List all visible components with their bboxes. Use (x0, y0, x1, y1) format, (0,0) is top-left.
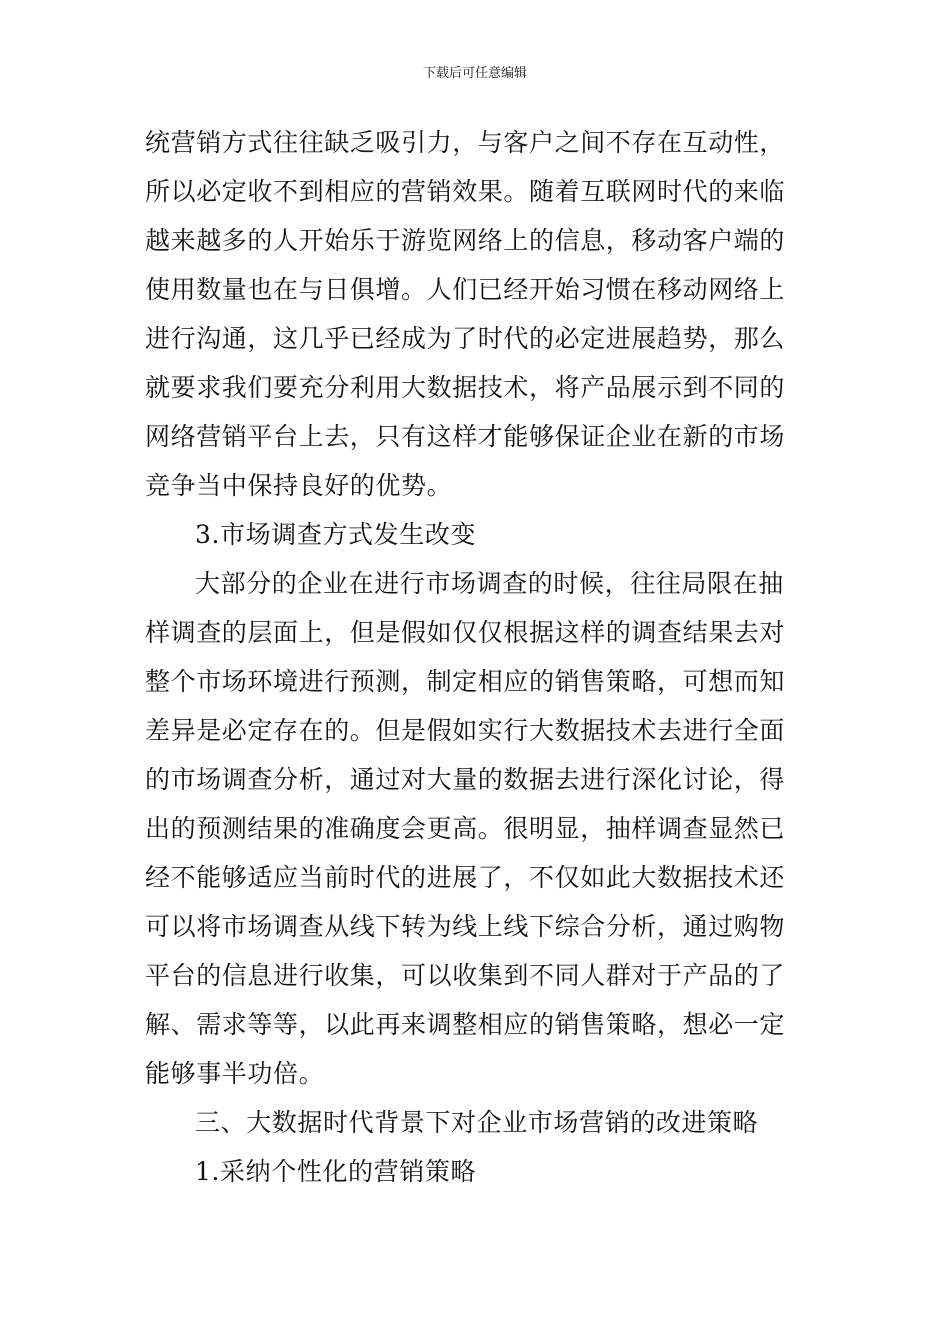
text-line: 解、需求等等，以此再来调整相应的销售策略，想必一定 (145, 1010, 786, 1039)
text-line: 大部分的企业在进行市场调查的时候，往往局限在抽 (195, 569, 784, 598)
text-line: 竞争当中保持良好的优势。 (145, 471, 453, 500)
text-line: 可以将市场调查从线下转为线上线下综合分析，通过购物 (145, 912, 786, 941)
text-line: 整个市场环境进行预测，制定相应的销售策略，可想而知 (145, 667, 786, 696)
section-heading: 3.市场调查方式发生改变 (195, 520, 477, 549)
text-line: 网络营销平台上去，只有这样才能够保证企业在新的市场 (145, 422, 786, 451)
text-line: 的市场调查分析，通过对大量的数据去进行深化讨论，得 (145, 765, 786, 794)
text-line: 出的预测结果的准确度会更高。很明显，抽样调查显然已 (145, 814, 786, 843)
chapter-heading: 三、大数据时代背景下对企业市场营销的改进策略 (195, 1108, 759, 1137)
text-line: 越来越多的人开始乐于游览网络上的信息，移动客户端的 (145, 226, 786, 255)
text-line: 经不能够适应当前时代的进展了，不仅如此大数据技术还 (145, 863, 786, 892)
text-line: 使用数量也在与日俱增。人们已经开始习惯在移动网络上 (145, 275, 786, 304)
document-body (145, 118, 810, 1196)
text-line: 进行沟通，这几乎已经成为了时代的必定进展趋势，那么 (145, 324, 786, 353)
text-line: 平台的信息进行收集，可以收集到不同人群对于产品的了 (145, 961, 786, 990)
text-line: 统营销方式往往缺乏吸引力，与客户之间不存在互动性， (145, 128, 786, 157)
section-heading: 1.采纳个性化的营销策略 (195, 1157, 477, 1186)
text-line: 能够事半功倍。 (145, 1059, 325, 1088)
text-line: 所以必定收不到相应的营销效果。随着互联网时代的来临 (145, 177, 786, 206)
text-line: 就要求我们要充分利用大数据技术，将产品展示到不同的 (145, 373, 786, 402)
text-line: 差异是必定存在的。但是假如实行大数据技术去进行全面 (145, 716, 786, 745)
page-header: 下载后可任意编辑 (422, 66, 527, 81)
text-line: 样调查的层面上，但是假如仅仅根据这样的调查结果去对 (145, 618, 786, 647)
